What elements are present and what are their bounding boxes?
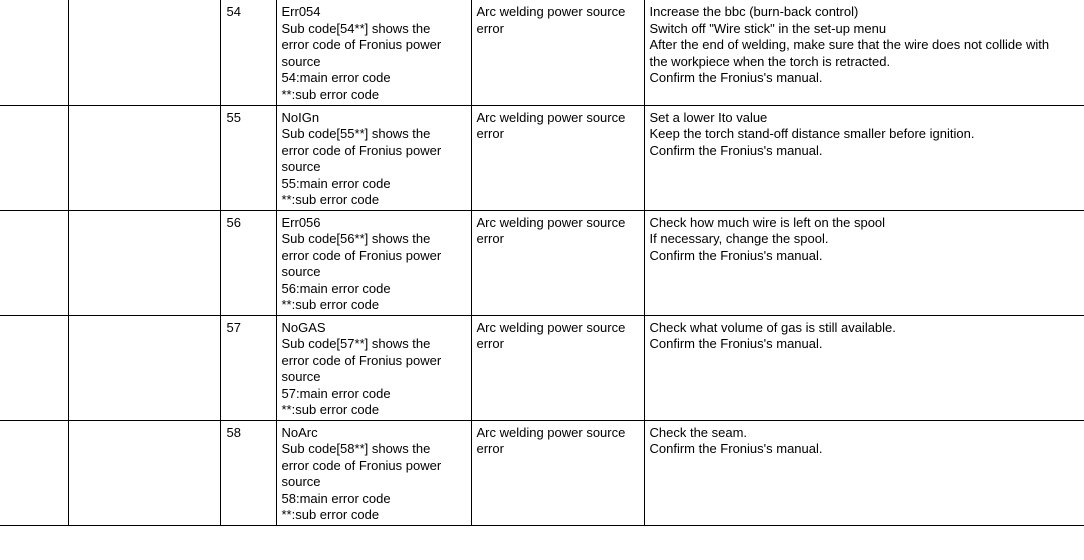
error-number: 58 — [226, 424, 241, 440]
remedy-line: Confirm the Fronius's manual. — [649, 247, 823, 263]
remedy-line: Check how much wire is left on the spool — [649, 214, 886, 230]
table-row — [0, 420, 1084, 525]
description-line: error code of Fronius power — [281, 142, 442, 158]
remedy-line: Confirm the Fronius's manual. — [649, 70, 823, 85]
blank-cell-left — [0, 210, 68, 315]
description-line: error code of Fronius power — [281, 352, 442, 368]
remedy-cell — [644, 315, 1084, 420]
remedy-line: Set a lower Ito value — [649, 109, 768, 125]
error-category-cell — [471, 0, 644, 105]
category-line: Arc welding power source — [476, 214, 626, 230]
remedy-line: Switch off "Wire stick" in the set-up menu — [649, 20, 887, 36]
remedy-line: After the end of welding, make sure that the wire does not collide with — [649, 37, 1050, 52]
remedy-line: If necessary, change the spool. — [649, 231, 829, 246]
remedy-cell — [644, 420, 1084, 525]
error-number: 57 — [226, 319, 241, 335]
description-line: error code of Fronius power — [281, 457, 442, 473]
blank-cell — [68, 210, 220, 315]
category-line: error — [476, 231, 504, 246]
description-line: error code of Fronius power — [281, 37, 442, 52]
remedy-line: Confirm the Fronius's manual. — [649, 441, 823, 456]
error-code: NoArc — [281, 424, 318, 440]
error-number-cell — [220, 315, 276, 420]
table-row — [0, 0, 1084, 105]
error-code: Err054 — [281, 4, 321, 19]
error-description-cell — [276, 420, 471, 525]
remedy-cell — [644, 105, 1084, 210]
table-row — [0, 210, 1084, 315]
error-category-cell — [471, 315, 644, 420]
remedy-line: Increase the bbc (burn-back control) — [649, 4, 859, 19]
table-row — [0, 315, 1084, 420]
blank-cell — [68, 420, 220, 525]
error-description-cell — [276, 0, 471, 105]
description-line: 55:main error code — [281, 175, 391, 191]
category-line: error — [476, 126, 504, 141]
description-line: 54:main error code — [281, 70, 391, 85]
description-line: **:sub error code — [281, 297, 380, 312]
description-line: error code of Fronius power — [281, 247, 442, 263]
remedy-cell — [644, 0, 1084, 105]
category-line: error — [476, 441, 504, 456]
description-line: source — [281, 369, 321, 384]
error-category-cell — [471, 210, 644, 315]
error-code: NoGAS — [281, 319, 326, 335]
error-category-cell — [471, 105, 644, 210]
remedy-cell — [644, 210, 1084, 315]
blank-cell — [68, 105, 220, 210]
description-line: Sub code[56**] shows the — [281, 231, 431, 246]
error-number-cell — [220, 0, 276, 105]
description-line: Sub code[55**] shows the — [281, 126, 431, 141]
description-line: 56:main error code — [281, 280, 391, 296]
blank-cell-left — [0, 420, 68, 525]
remedy-line: Check the seam. — [649, 424, 748, 440]
error-number: 56 — [226, 214, 241, 230]
remedy-line: Confirm the Fronius's manual. — [649, 336, 823, 351]
blank-cell — [68, 315, 220, 420]
error-code: NoIGn — [281, 109, 320, 125]
category-line: error — [476, 20, 504, 36]
description-line: 57:main error code — [281, 385, 391, 401]
error-description-cell — [276, 105, 471, 210]
remedy-line: the workpiece when the torch is retracted. — [649, 53, 891, 69]
error-number-cell — [220, 210, 276, 315]
description-line: **:sub error code — [281, 192, 380, 207]
error-number: 54 — [226, 4, 241, 19]
description-line: Sub code[57**] shows the — [281, 336, 431, 351]
description-line: source — [281, 264, 321, 279]
error-description-cell — [276, 315, 471, 420]
description-line: **:sub error code — [281, 402, 380, 417]
table-row — [0, 105, 1084, 210]
category-line: Arc welding power source — [476, 319, 626, 335]
description-line: Sub code[54**] shows the — [281, 20, 431, 36]
remedy-line: Check what volume of gas is still available. — [649, 319, 896, 335]
error-category-cell — [471, 420, 644, 525]
error-number-cell — [220, 420, 276, 525]
description-line: **:sub error code — [281, 86, 380, 102]
category-line: Arc welding power source — [476, 4, 626, 19]
error-code: Err056 — [281, 214, 321, 230]
error-number: 55 — [226, 109, 241, 125]
remedy-line: Confirm the Fronius's manual. — [649, 142, 823, 158]
blank-cell-left — [0, 105, 68, 210]
category-line: error — [476, 336, 504, 351]
error-description-cell — [276, 210, 471, 315]
category-line: Arc welding power source — [476, 109, 626, 125]
blank-cell — [68, 0, 220, 105]
description-line: source — [281, 474, 321, 489]
description-line: **:sub error code — [281, 507, 380, 522]
description-line: 58:main error code — [281, 490, 391, 506]
blank-cell-left — [0, 315, 68, 420]
description-line: source — [281, 53, 321, 69]
blank-cell-left — [0, 0, 68, 105]
description-line: source — [281, 159, 321, 174]
description-line: Sub code[58**] shows the — [281, 441, 431, 456]
error-number-cell — [220, 105, 276, 210]
category-line: Arc welding power source — [476, 424, 626, 440]
remedy-line: Keep the torch stand-off distance smaller before ignition. — [649, 126, 975, 141]
